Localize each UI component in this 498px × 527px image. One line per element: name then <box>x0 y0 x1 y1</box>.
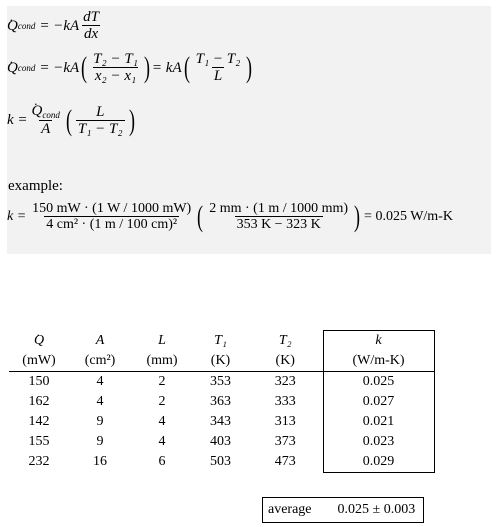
q-dot-symbol: . Q <box>7 19 18 34</box>
numerator: T₂ − T₁ <box>93 51 138 67</box>
fraction-heat-area <box>30 202 193 232</box>
fraction-q-over-a <box>30 104 62 137</box>
denominator: 4 cm² · (1 m / 100 cm)² <box>46 217 178 232</box>
right-paren: ) <box>128 103 135 137</box>
cell-k: 0.029 <box>323 452 434 473</box>
cell-k: 0.023 <box>323 432 434 452</box>
k-equals: k = <box>7 209 27 224</box>
cell-l: 4 <box>158 414 166 429</box>
fraction-temperature-length <box>194 52 243 84</box>
header-row-units <box>9 351 434 372</box>
unit-a: (cm²) <box>84 353 116 368</box>
left-paren: ( <box>81 51 88 84</box>
cell-t1: 353 <box>210 374 231 389</box>
example-result: = 0.025 W/m-K <box>364 209 453 224</box>
fraction-temperature-position <box>91 52 140 84</box>
example-label: example: <box>8 178 63 194</box>
denominator: L <box>213 68 223 84</box>
header-q <box>9 331 69 352</box>
table-row <box>9 392 434 412</box>
numerator: T₁ − T₂ <box>195 51 241 67</box>
cell-t2: 373 <box>274 434 296 449</box>
cell-a: 4 <box>96 374 104 389</box>
header-k: k <box>323 331 434 352</box>
right-paren: ) <box>143 51 150 84</box>
table-row <box>9 452 434 473</box>
denominator: T₁ − T₂ <box>77 120 123 137</box>
cell-t2: 323 <box>274 374 296 389</box>
numerator: dT <box>83 9 100 25</box>
table-row <box>9 432 434 452</box>
table-row <box>9 412 434 432</box>
cell-t2: 473 <box>274 454 296 470</box>
cell-a: 9 <box>96 414 104 429</box>
cell-l: 2 <box>158 374 166 389</box>
cell-q: 142 <box>28 414 50 429</box>
unit-l: (mm) <box>146 353 178 368</box>
cell-t2: 313 <box>274 414 296 429</box>
fraction-l-over-dt <box>76 105 125 137</box>
cell-a: 16 <box>93 454 107 470</box>
numerator: 2 mm · (1 m / 1000 mm) <box>209 201 349 216</box>
header-symbol: . Q <box>34 333 44 348</box>
left-paren: ( <box>197 200 204 233</box>
q-subscript: cond <box>17 62 36 73</box>
k-equals: k = <box>7 112 28 128</box>
denominator: A <box>41 121 51 137</box>
equation-linear-gradient <box>7 52 254 84</box>
numerator: L <box>96 103 105 120</box>
average-value: 0.025 ± 0.003 <box>337 502 416 517</box>
q-subscript: cond <box>17 20 36 31</box>
equation-fourier-law <box>7 10 103 42</box>
unit-t2: (K) <box>275 353 295 368</box>
equation-panel <box>7 6 491 254</box>
cell-k: 0.027 <box>323 392 434 412</box>
header-a: A <box>95 332 105 348</box>
left-paren: ( <box>65 103 72 137</box>
cell-l: 2 <box>158 394 166 409</box>
cell-q: 162 <box>28 394 50 409</box>
cell-a: 4 <box>96 394 104 409</box>
cell-q: 155 <box>28 434 50 449</box>
example-equation <box>7 202 453 232</box>
middle-term: = kA <box>151 59 182 76</box>
cell-t2: 333 <box>274 394 296 409</box>
cell-t1: 503 <box>210 454 231 470</box>
cell-t1: 363 <box>210 394 231 409</box>
q-subscript: cond <box>42 110 60 120</box>
q-dot-symbol: . Q <box>32 103 43 119</box>
cell-t1: 403 <box>210 434 231 449</box>
fraction-dt-dx <box>81 10 101 42</box>
right-paren: ) <box>246 51 253 84</box>
unit-k: (W/m-K) <box>323 351 434 372</box>
rhs-prefix: = −kA <box>39 17 80 34</box>
average-label: average <box>268 502 312 517</box>
left-paren: ( <box>183 51 190 84</box>
table-row <box>9 372 434 393</box>
header-row-symbols <box>9 331 434 352</box>
header-t1: T₁ <box>214 332 227 348</box>
denominator: x₂ − x₁ <box>94 68 137 84</box>
header-l: L <box>158 332 166 348</box>
conductivity-data-table <box>9 330 435 473</box>
numerator: 150 mW · (1 W / 1000 mW) <box>32 201 192 216</box>
average-box <box>262 497 424 523</box>
cell-a: 9 <box>96 434 104 449</box>
cell-k: 0.025 <box>323 372 434 393</box>
cell-k: 0.021 <box>323 412 434 432</box>
cell-q: 150 <box>28 374 50 389</box>
fraction-length-temp <box>207 202 350 232</box>
equation-conductivity <box>7 104 137 137</box>
cell-l: 4 <box>158 434 166 449</box>
cell-t1: 343 <box>210 414 231 429</box>
right-paren: ) <box>354 200 361 233</box>
cell-q: 232 <box>28 454 50 470</box>
cell-l: 6 <box>158 454 166 470</box>
unit-t1: (K) <box>210 353 231 368</box>
denominator: 353 K − 323 K <box>236 217 321 232</box>
denominator: dx <box>84 26 99 42</box>
unit-q: (mW) <box>22 353 56 368</box>
header-t2: T₂ <box>278 332 292 348</box>
q-dot-symbol: . Q <box>7 61 18 76</box>
rhs-prefix: = −kA <box>39 59 80 76</box>
